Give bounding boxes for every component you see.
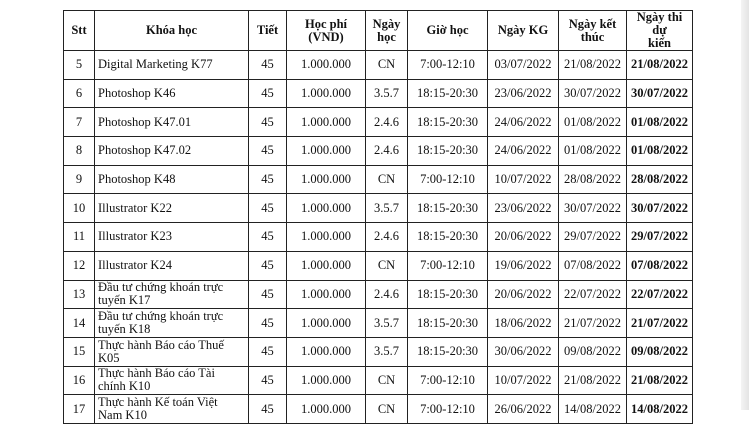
text-line: Nam K10 <box>98 408 147 423</box>
start-date-cell: 10/07/2022 <box>488 366 559 395</box>
end-date-cell: 21/07/2022 <box>559 309 627 338</box>
col-course-header: Khóa học <box>95 11 249 51</box>
table-row <box>64 251 693 280</box>
fee-cell: 1.000.000 <box>287 194 366 223</box>
text-line: Photoshop K47.01 <box>98 114 192 129</box>
text-line: tuyến K18 <box>98 322 151 337</box>
table-row <box>64 108 693 137</box>
col-exam-date-header: Ngày thi dự kiến <box>627 11 693 51</box>
end-date-cell: 01/08/2022 <box>559 108 627 137</box>
study-time-cell: 7:00-12:10 <box>408 251 488 280</box>
periods-cell: 45 <box>249 165 287 194</box>
stt-cell: 13 <box>64 280 95 309</box>
course-name-cell <box>95 194 249 223</box>
text-line: Đầu tư chứng khoán trực <box>98 280 224 295</box>
exam-date-cell: 07/08/2022 <box>627 251 693 280</box>
text-line: Illustrator K22 <box>98 200 172 215</box>
study-time-cell: 7:00-12:10 <box>408 395 488 424</box>
study-days-cell: 2.4.6 <box>366 223 408 252</box>
study-days-cell: CN <box>366 51 408 80</box>
start-date-cell: 23/06/2022 <box>488 194 559 223</box>
start-date-cell: 20/06/2022 <box>488 280 559 309</box>
col-time-header: Giờ học <box>408 11 488 51</box>
exam-date-cell: 29/07/2022 <box>627 223 693 252</box>
fee-cell: 1.000.000 <box>287 137 366 166</box>
study-time-cell: 18:15-20:30 <box>408 108 488 137</box>
text-line: Photoshop K47.02 <box>98 143 192 158</box>
text-line: Photoshop K48 <box>98 172 176 187</box>
course-name-cell <box>95 337 249 366</box>
course-name-cell <box>95 79 249 108</box>
study-days-cell: 3.5.7 <box>366 194 408 223</box>
periods-cell: 45 <box>249 79 287 108</box>
start-date-cell: 18/06/2022 <box>488 309 559 338</box>
course-name-cell <box>95 280 249 309</box>
study-time-cell: 18:15-20:30 <box>408 223 488 252</box>
table-row <box>64 309 693 338</box>
text-line: Thực hành Báo cáo Tài <box>98 366 215 381</box>
start-date-cell: 24/06/2022 <box>488 108 559 137</box>
text-line: Đầu tư chứng khoán trực <box>98 309 224 324</box>
course-name-cell <box>95 223 249 252</box>
table-row <box>64 395 693 424</box>
stt-cell: 16 <box>64 366 95 395</box>
study-days-cell: CN <box>366 251 408 280</box>
fee-cell: 1.000.000 <box>287 223 366 252</box>
study-time-cell: 18:15-20:30 <box>408 194 488 223</box>
col-start-date-header: Ngày KG <box>488 11 559 51</box>
fee-cell: 1.000.000 <box>287 108 366 137</box>
table-body <box>64 51 693 424</box>
start-date-cell: 23/06/2022 <box>488 79 559 108</box>
end-date-cell: 29/07/2022 <box>559 223 627 252</box>
fee-cell: 1.000.000 <box>287 309 366 338</box>
study-days-cell: 3.5.7 <box>366 309 408 338</box>
table-row <box>64 337 693 366</box>
exam-date-cell: 21/08/2022 <box>627 366 693 395</box>
page-edge <box>741 0 749 410</box>
study-days-cell: 2.4.6 <box>366 108 408 137</box>
study-days-cell: CN <box>366 165 408 194</box>
study-time-cell: 7:00-12:10 <box>408 165 488 194</box>
stt-cell: 12 <box>64 251 95 280</box>
study-days-cell: 2.4.6 <box>366 280 408 309</box>
text-line: Digital Marketing K77 <box>98 57 213 72</box>
course-schedule-table <box>63 10 693 424</box>
fee-cell: 1.000.000 <box>287 366 366 395</box>
study-time-cell: 7:00-12:10 <box>408 366 488 395</box>
study-days-cell: 3.5.7 <box>366 337 408 366</box>
table-row <box>64 51 693 80</box>
exam-date-cell: 21/07/2022 <box>627 309 693 338</box>
exam-date-cell: 01/08/2022 <box>627 137 693 166</box>
study-time-cell: 18:15-20:30 <box>408 137 488 166</box>
table-row <box>64 79 693 108</box>
study-time-cell: 7:00-12:10 <box>408 51 488 80</box>
stt-cell: 7 <box>64 108 95 137</box>
end-date-cell: 28/08/2022 <box>559 165 627 194</box>
exam-date-cell: 30/07/2022 <box>627 79 693 108</box>
periods-cell: 45 <box>249 223 287 252</box>
fee-cell: 1.000.000 <box>287 280 366 309</box>
text-line: Illustrator K24 <box>98 258 172 273</box>
periods-cell: 45 <box>249 251 287 280</box>
start-date-cell: 10/07/2022 <box>488 165 559 194</box>
fee-cell: 1.000.000 <box>287 337 366 366</box>
end-date-cell: 07/08/2022 <box>559 251 627 280</box>
text-line: Photoshop K46 <box>98 86 176 101</box>
end-date-cell: 09/08/2022 <box>559 337 627 366</box>
exam-date-cell: 09/08/2022 <box>627 337 693 366</box>
end-date-cell: 01/08/2022 <box>559 137 627 166</box>
stt-cell: 6 <box>64 79 95 108</box>
fee-cell: 1.000.000 <box>287 395 366 424</box>
study-time-cell: 18:15-20:30 <box>408 337 488 366</box>
table-row <box>64 165 693 194</box>
course-name-cell <box>95 51 249 80</box>
stt-cell: 9 <box>64 165 95 194</box>
exam-date-cell: 21/08/2022 <box>627 51 693 80</box>
exam-date-cell: 14/08/2022 <box>627 395 693 424</box>
text-line: Illustrator K23 <box>98 229 172 244</box>
periods-cell: 45 <box>249 309 287 338</box>
text-line: Thực hành Báo cáo Thuế <box>98 337 224 352</box>
end-date-cell: 30/07/2022 <box>559 194 627 223</box>
col-end-date-header: Ngày kết thúc <box>559 11 627 51</box>
col-stt-header: Stt <box>64 11 95 51</box>
exam-date-cell: 28/08/2022 <box>627 165 693 194</box>
text-line: K05 <box>98 350 120 365</box>
start-date-cell: 03/07/2022 <box>488 51 559 80</box>
end-date-cell: 21/08/2022 <box>559 366 627 395</box>
stt-cell: 5 <box>64 51 95 80</box>
start-date-cell: 20/06/2022 <box>488 223 559 252</box>
fee-cell: 1.000.000 <box>287 79 366 108</box>
course-name-cell <box>95 366 249 395</box>
fee-cell: 1.000.000 <box>287 51 366 80</box>
table-row <box>64 194 693 223</box>
exam-date-cell: 01/08/2022 <box>627 108 693 137</box>
exam-date-cell: 30/07/2022 <box>627 194 693 223</box>
text-line: tuyến K17 <box>98 293 151 308</box>
fee-cell: 1.000.000 <box>287 251 366 280</box>
table-row <box>64 366 693 395</box>
course-name-cell <box>95 309 249 338</box>
stt-cell: 17 <box>64 395 95 424</box>
end-date-cell: 30/07/2022 <box>559 79 627 108</box>
periods-cell: 45 <box>249 108 287 137</box>
stt-cell: 11 <box>64 223 95 252</box>
exam-date-cell: 22/07/2022 <box>627 280 693 309</box>
stt-cell: 14 <box>64 309 95 338</box>
periods-cell: 45 <box>249 194 287 223</box>
periods-cell: 45 <box>249 51 287 80</box>
course-name-cell <box>95 395 249 424</box>
course-name-cell <box>95 251 249 280</box>
course-name-cell <box>95 108 249 137</box>
periods-cell: 45 <box>249 137 287 166</box>
stt-cell: 15 <box>64 337 95 366</box>
study-days-cell: 2.4.6 <box>366 137 408 166</box>
periods-cell: 45 <box>249 337 287 366</box>
study-days-cell: CN <box>366 366 408 395</box>
table-header-row <box>64 11 693 51</box>
study-days-cell: CN <box>366 395 408 424</box>
stt-cell: 8 <box>64 137 95 166</box>
periods-cell: 45 <box>249 366 287 395</box>
end-date-cell: 21/08/2022 <box>559 51 627 80</box>
fee-cell: 1.000.000 <box>287 165 366 194</box>
start-date-cell: 26/06/2022 <box>488 395 559 424</box>
end-date-cell: 14/08/2022 <box>559 395 627 424</box>
col-days-header: Ngày học <box>366 11 408 51</box>
course-name-cell <box>95 165 249 194</box>
table-row <box>64 280 693 309</box>
start-date-cell: 30/06/2022 <box>488 337 559 366</box>
study-time-cell: 18:15-20:30 <box>408 79 488 108</box>
col-periods-header: Tiết <box>249 11 287 51</box>
study-time-cell: 18:15-20:30 <box>408 309 488 338</box>
text-line: Thực hành Kế toán Việt <box>98 395 218 410</box>
text-line: chính K10 <box>98 379 151 394</box>
periods-cell: 45 <box>249 280 287 309</box>
study-days-cell: 3.5.7 <box>366 79 408 108</box>
start-date-cell: 24/06/2022 <box>488 137 559 166</box>
course-name-cell <box>95 137 249 166</box>
periods-cell: 45 <box>249 395 287 424</box>
table-row <box>64 223 693 252</box>
col-fee-header: Học phí (VND) <box>287 11 366 51</box>
study-time-cell: 18:15-20:30 <box>408 280 488 309</box>
table-row <box>64 137 693 166</box>
end-date-cell: 22/07/2022 <box>559 280 627 309</box>
start-date-cell: 19/06/2022 <box>488 251 559 280</box>
stt-cell: 10 <box>64 194 95 223</box>
